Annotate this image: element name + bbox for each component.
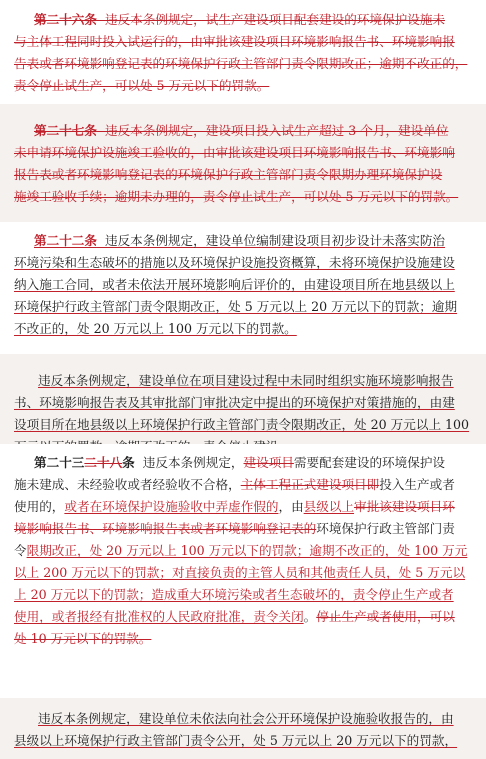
deleted-text: 施竣工验收手续；逾期未办理的，责令停止试生产，可以处 5 万元以下的罚款。 — [14, 189, 459, 204]
block-paragraph-disclosure — [0, 698, 486, 759]
text-line — [14, 298, 472, 315]
deleted-text: 处 10 万元以下的罚款。 — [14, 631, 152, 646]
text-line — [14, 232, 472, 249]
deleted-text: 审批该建设项目环 — [354, 499, 455, 514]
deleted-text: 境影响报告书、环境影响报告表或者环境影响登记表的 — [14, 521, 317, 536]
text-line — [14, 630, 472, 647]
deleted-text: 告表或者环境影响登记表的环境保护行政主管部门责令限期改正；逾期不改正的， — [14, 56, 468, 71]
body-text: 。 — [303, 609, 317, 624]
inserted-text: 违反本条例规定，建设单位在项目建设过程中未同时组织实施环境影响报告 — [38, 373, 454, 388]
text-line — [14, 188, 472, 205]
text-line — [14, 166, 472, 183]
inserted-text: 不改正的，处 20 万元以上 100 万元以下的罚款。 — [14, 321, 297, 336]
body-text: 投入生产或者 — [379, 477, 455, 492]
deleted-text: 报告表或者环境影响登记表的环境保护行政主管部门责令限期办理环境保护设 — [14, 167, 443, 182]
text-line — [14, 372, 472, 389]
text-line — [14, 11, 472, 28]
body-text: ，由 — [278, 499, 304, 514]
inserted-text: 纳入施工合同，或者未依法开展环境影响后评价的，由建设项目所在地县级以上 — [14, 277, 455, 292]
text-line — [14, 394, 472, 411]
body-text: 环境保护行政主管部门责 — [316, 521, 455, 536]
text-line — [14, 564, 472, 581]
block-article-22 — [0, 222, 486, 354]
body-text: 需要配套建设的环境保护设 — [293, 455, 446, 470]
text-line — [14, 608, 472, 625]
inserted-text: 设项目所在地县级以上环境保护行政主管部门责令限期改正，处 20 万元以上 100 — [14, 417, 470, 432]
text-line — [14, 542, 472, 559]
deleted-text: 未申请环境保护设施竣工验收的，由审批该建设项目环境影响报告书、环境影响 — [14, 145, 455, 160]
text-line — [14, 710, 472, 727]
inserted-text: 书、环境影响报告表及其审批部门审批决定中提出的环境保护对策措施的，由建 — [14, 395, 455, 410]
text-line — [14, 586, 472, 603]
text-line — [14, 476, 472, 493]
inserted-text: 以上 200 万元以下的罚款；对直接负责的主管人员和其他责任人员，处 5 万元以 — [14, 565, 466, 580]
text-line — [14, 498, 472, 515]
deleted-text: 与主体工程同时投入试运行的，由审批该建设项目环境影响报告书、环境影响报 — [14, 34, 455, 49]
inserted-text: 环境保护行政主管部门责令限期改正，处 5 万元以上 20 万元以下的罚款；逾期 — [14, 299, 458, 314]
block-article-27 — [0, 104, 486, 222]
inserted-text: 县级以上 — [303, 499, 355, 514]
body-text: 令 — [14, 543, 27, 558]
inserted-text: 使用，或者报经有批准权的人民政府批准，责令关闭 — [14, 609, 304, 624]
inserted-text: 第二十二条 — [34, 233, 97, 248]
deleted-text: 责令停止试生产，可以处 5 万元以下的罚款。 — [14, 78, 270, 93]
inserted-text: 违反本条例规定，建设单位编制建设项目初步设计未落实防治 — [96, 233, 446, 248]
text-line — [14, 520, 472, 537]
inserted-text: 县级以上环境保护行政主管部门责令公开，处 5 万元以上 20 万元以下的罚款， — [14, 733, 458, 748]
inserted-text: 环境污染和生态破坏的措施以及环境保护设施投资概算，未将环境保护设施建设 — [14, 255, 455, 270]
inserted-text: 上 20 万元以下的罚款；造成重大环境污染或者生态破坏的，责令停止生产或者 — [14, 587, 454, 602]
text-line — [14, 416, 472, 433]
body-text: 施未建成、未经验收或者经验收不合格， — [14, 477, 241, 492]
body-text: 使用的， — [14, 499, 65, 514]
deleted-text: 建设项目 — [243, 455, 294, 470]
text-line — [14, 320, 472, 337]
deleted-text: 违反本条例规定，建设项目投入试生产超过 3 个月，建设单位 — [96, 123, 449, 138]
body-text: 违反本条例规定， — [134, 455, 244, 470]
block-article-26 — [0, 0, 486, 104]
body-text: 第二十三 — [34, 455, 85, 470]
text-line — [14, 55, 472, 72]
block-article-23 — [0, 444, 486, 698]
deleted-text: 主体工程正式建设项目即 — [240, 477, 380, 492]
body-text: 条 — [122, 455, 135, 470]
inserted-text: 违反本条例规定，建设单位未依法向社会公开环境保护设施验收报告的，由 — [38, 711, 454, 726]
deleted-text: 第二十七条 — [34, 123, 97, 138]
text-line — [14, 732, 472, 749]
deleted-text: 违反本条例规定，试生产建设项目配套建设的环境保护设施未 — [96, 12, 446, 27]
deleted-text: 停止生产或者使用，可以 — [316, 609, 455, 624]
text-line — [14, 254, 472, 271]
inserted-text: 或者在环境保护设施验收中弄虚作假的 — [64, 499, 279, 514]
deleted-text: 第二十六条 — [34, 12, 97, 27]
text-line — [14, 276, 472, 293]
text-line — [14, 77, 472, 94]
text-line — [14, 33, 472, 50]
inserted-text: 限期改正，处 20 万元以上 100 万元以下的罚款；逾期不改正的，处 100 万元 — [26, 543, 468, 558]
block-paragraph-measures — [0, 354, 486, 444]
text-line — [14, 122, 472, 139]
deleted-text: 二十八 — [84, 455, 123, 470]
text-line — [14, 144, 472, 161]
text-line — [14, 454, 472, 471]
